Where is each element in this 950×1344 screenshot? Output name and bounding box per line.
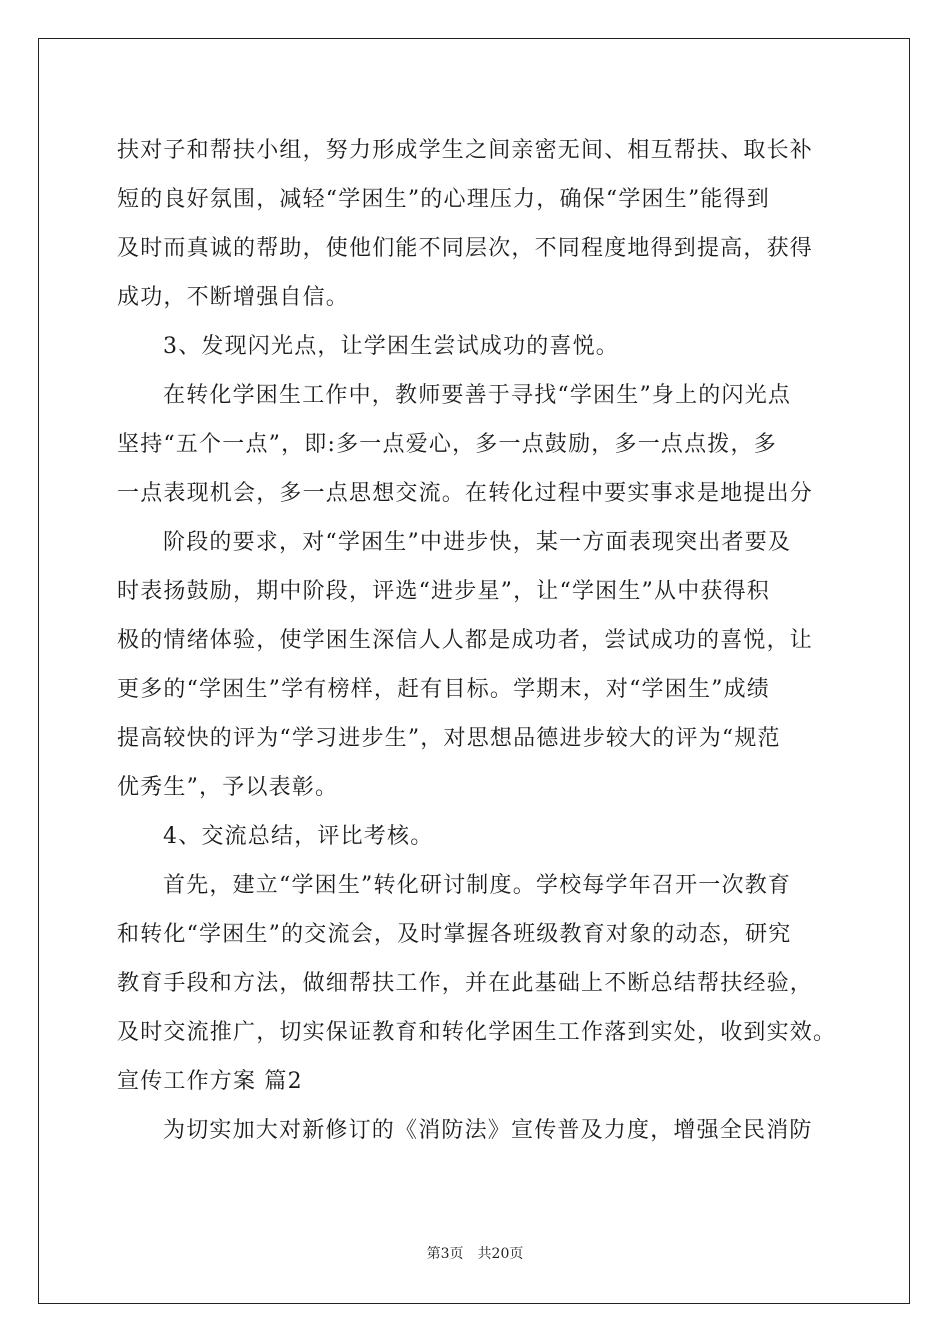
page-number: 第3页: [426, 1246, 464, 1262]
body-line-19: 及时交流推广，切实保证教育和转化学困生工作落到实处，收到实效。: [117, 1020, 837, 1045]
body-line-9: 阶段的要求，对“学困生”中进步快，某一方面表现突出者要及: [163, 530, 792, 555]
body-line-21: 为切实加大对新修订的《消防法》宣传普及力度，增强全民消防: [163, 1118, 813, 1143]
body-line-6: 在转化学困生工作中，教师要善于寻找“学困生”身上的闪光点: [163, 383, 792, 408]
body-line-16: 首先，建立“学困生”转化研讨制度。学校每学年召开一次教育: [163, 873, 792, 898]
body-line-3: 及时而真诚的帮助，使他们能不同层次，不同程度地得到提高，获得: [117, 236, 814, 261]
page-total: 共20页: [477, 1246, 524, 1262]
section-heading-3: 3、发现闪光点，让学困生尝试成功的喜悦。: [163, 334, 619, 359]
body-line-1: 扶对子和帮扶小组，努力形成学生之间亲密无间、相互帮扶、取长补: [117, 138, 814, 163]
body-line-18: 教育手段和方法，做细帮扶工作，并在此基础上不断总结帮扶经验，: [117, 971, 814, 996]
body-line-8: 一点表现机会，多一点思想交流。在转化过程中要实事求是地提出分: [117, 481, 814, 506]
document-body: [117, 126, 837, 1155]
body-line-13: 提高较快的评为“学习进步生”，对思想品德进步较大的评为“规范: [117, 726, 781, 751]
body-line-7: 坚持“五个一点”，即:多一点爱心，多一点鼓励，多一点点拨，多: [117, 432, 777, 457]
body-line-4: 成功，不断增强自信。: [117, 285, 350, 310]
section-heading-4: 4、交流总结，评比考核。: [163, 824, 434, 849]
page-footer: [0, 1244, 950, 1264]
body-line-11: 极的情绪体验，使学困生深信人人都是成功者，尝试成功的喜悦，让: [117, 628, 814, 653]
body-line-10: 时表扬鼓励，期中阶段，评选“进步星”，让“学困生”从中获得积: [117, 579, 770, 604]
body-line-14: 优秀生”，予以表彰。: [117, 775, 339, 800]
body-line-2: 短的良好氛围，减轻“学困生”的心理压力，确保“学困生”能得到: [117, 187, 770, 212]
part-title: 宣传工作方案 篇2: [117, 1069, 303, 1094]
body-line-12: 更多的“学困生”学有榜样，赶有目标。学期末，对“学困生”成绩: [117, 677, 770, 702]
body-line-17: 和转化“学困生”的交流会，及时掌握各班级教育对象的动态，研究: [117, 922, 792, 947]
